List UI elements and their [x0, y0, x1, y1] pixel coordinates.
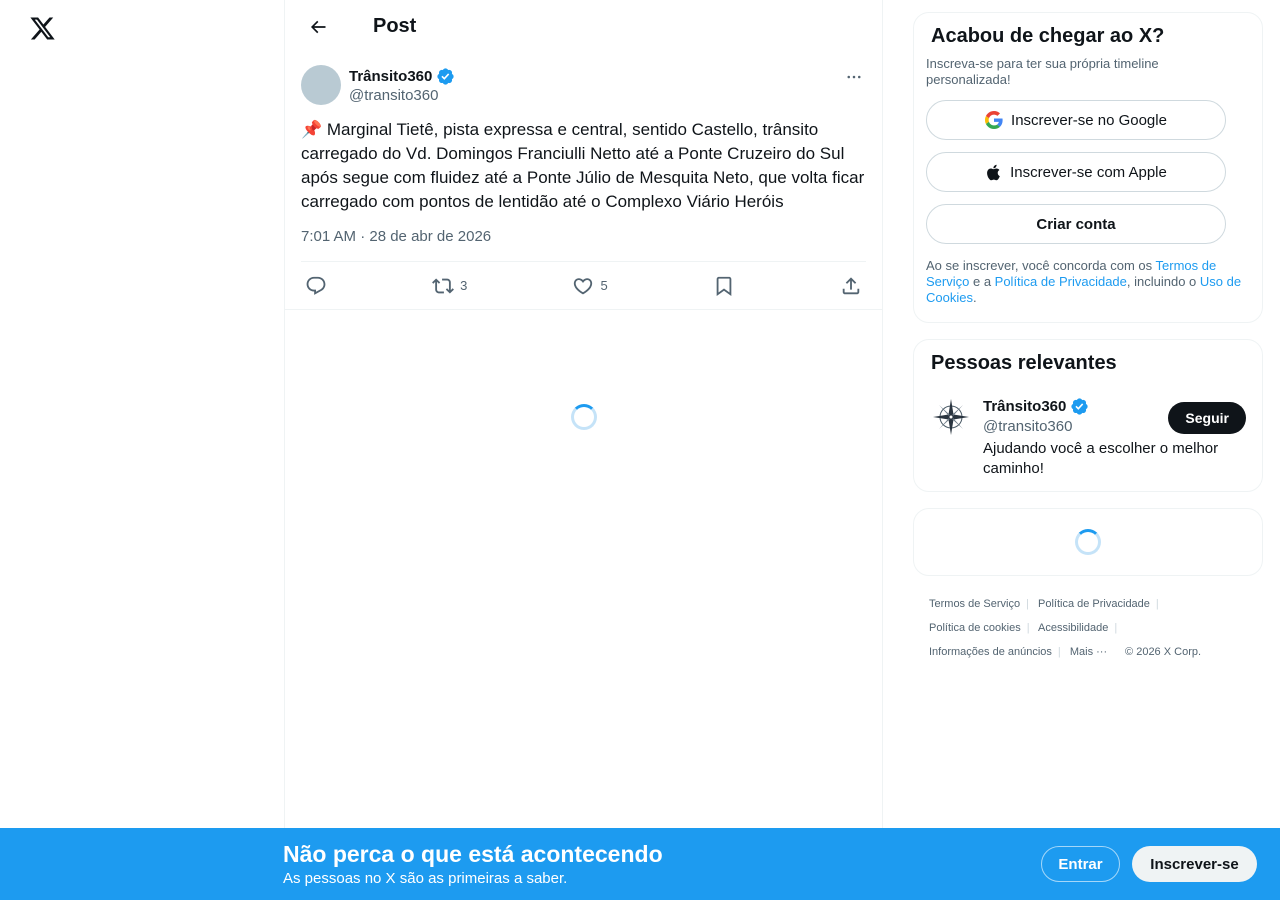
page-title: Post	[373, 15, 417, 37]
footer-more-link[interactable]: Mais ···	[1069, 646, 1108, 658]
footer-links: Termos de Serviço | Política de Privacidade | Política de cookies | Acessibilidade | Informações de anúncios | Mais ··· © 2026 X Corp.	[929, 598, 1202, 658]
like-button[interactable]	[572, 275, 607, 297]
right-sidebar	[913, 12, 1263, 664]
footer-copyright: © 2026 X Corp.	[1125, 646, 1202, 658]
trends-loading-card	[913, 508, 1263, 576]
tweet	[285, 53, 882, 310]
loading-spinner	[1075, 529, 1101, 555]
person-handle[interactable]: @transito360	[983, 418, 1073, 435]
create-account-button[interactable]: Criar conta	[926, 204, 1226, 244]
back-button[interactable]	[301, 10, 335, 44]
relevant-people-card	[913, 339, 1263, 492]
banner-subtitle: As pessoas no X são as primeiras a saber.	[283, 870, 568, 887]
x-logo-icon[interactable]	[26, 12, 58, 44]
google-icon	[985, 111, 1003, 129]
top-bar	[285, 0, 882, 53]
terms-link[interactable]: Termos de Serviço	[926, 258, 1217, 289]
retweet-count: 3	[460, 278, 468, 293]
footer-privacy-link[interactable]: Política de Privacidade	[1038, 598, 1150, 610]
share-icon	[840, 275, 862, 297]
follow-button[interactable]: Seguir	[1168, 402, 1246, 434]
author-handle[interactable]: @transito360	[349, 86, 439, 104]
tweet-text: 📌 Marginal Tietê, pista expressa e central, sentido Castello, trânsito carregado do Vd. Domingos Franciulli Netto até a Ponte Cruzeiro do Sul após segue com fluidez até a Ponte Júlio de Mesquita Neto, que volta ficar carregado com pontos de lentidão até o Complexo Viário Heróis	[301, 120, 869, 211]
avatar[interactable]	[301, 65, 341, 105]
retweet-icon	[432, 275, 454, 297]
verified-badge-icon	[436, 67, 455, 86]
signup-card-title: Acabou de chegar ao X?	[931, 25, 1165, 47]
apple-signup-label: Inscrever-se com Apple	[1010, 163, 1167, 181]
left-nav	[0, 0, 284, 900]
signup-banner	[0, 828, 1280, 900]
google-signup-label: Inscrever-se no Google	[1011, 111, 1167, 129]
main-column	[284, 0, 883, 900]
more-options-button[interactable]	[842, 65, 866, 89]
apple-icon	[985, 164, 1002, 181]
privacy-link[interactable]: Política de Privacidade	[994, 274, 1127, 289]
verified-badge-icon	[1070, 397, 1089, 416]
bookmark-button[interactable]	[713, 275, 735, 297]
heart-icon	[572, 275, 594, 297]
login-button[interactable]: Entrar	[1041, 846, 1120, 882]
retweet-button[interactable]	[432, 275, 467, 297]
tweet-actions	[285, 262, 882, 310]
signup-card	[913, 12, 1263, 323]
arrow-left-icon	[308, 17, 328, 37]
footer-cookies-link[interactable]: Política de cookies	[929, 622, 1021, 634]
signup-card-subtitle: Inscreva-se para ter sua própria timeline personalizada!	[926, 56, 1159, 87]
relevant-person[interactable]	[926, 397, 1246, 479]
reply-button[interactable]	[305, 275, 327, 297]
more-dots-icon	[845, 68, 863, 86]
person-bio: Ajudando você a escolher o melhor caminho!	[983, 440, 1219, 477]
share-button[interactable]	[840, 275, 862, 297]
bookmark-icon	[713, 275, 735, 297]
author-name[interactable]: Trânsito360	[349, 67, 433, 85]
tweet-timestamp[interactable]: 7:01 AM · 28 de abr de 2026	[301, 228, 866, 262]
google-signup-button[interactable]	[926, 100, 1226, 140]
like-count: 5	[600, 278, 608, 293]
footer-terms-link[interactable]: Termos de Serviço	[929, 598, 1021, 610]
signup-button[interactable]: Inscrever-se	[1132, 846, 1257, 882]
footer-ads-link[interactable]: Informações de anúncios	[929, 646, 1052, 658]
relevant-people-title: Pessoas relevantes	[931, 352, 1117, 374]
person-name[interactable]: Trânsito360	[983, 398, 1067, 415]
cookies-link[interactable]: Uso de Cookies	[926, 274, 1242, 305]
reply-icon	[305, 275, 327, 297]
compass-avatar-icon[interactable]	[931, 397, 971, 437]
signup-legal-text: Ao se inscrever, você concorda com os Termos de Serviço e a Política de Privacidade, incluindo o Uso de Cookies.	[926, 258, 1242, 305]
banner-title: Não perca o que está acontecendo	[283, 841, 663, 867]
footer-accessibility-link[interactable]: Acessibilidade	[1038, 622, 1109, 634]
tweet-author-row	[301, 65, 866, 105]
loading-spinner	[571, 404, 597, 430]
apple-signup-button[interactable]	[926, 152, 1226, 192]
